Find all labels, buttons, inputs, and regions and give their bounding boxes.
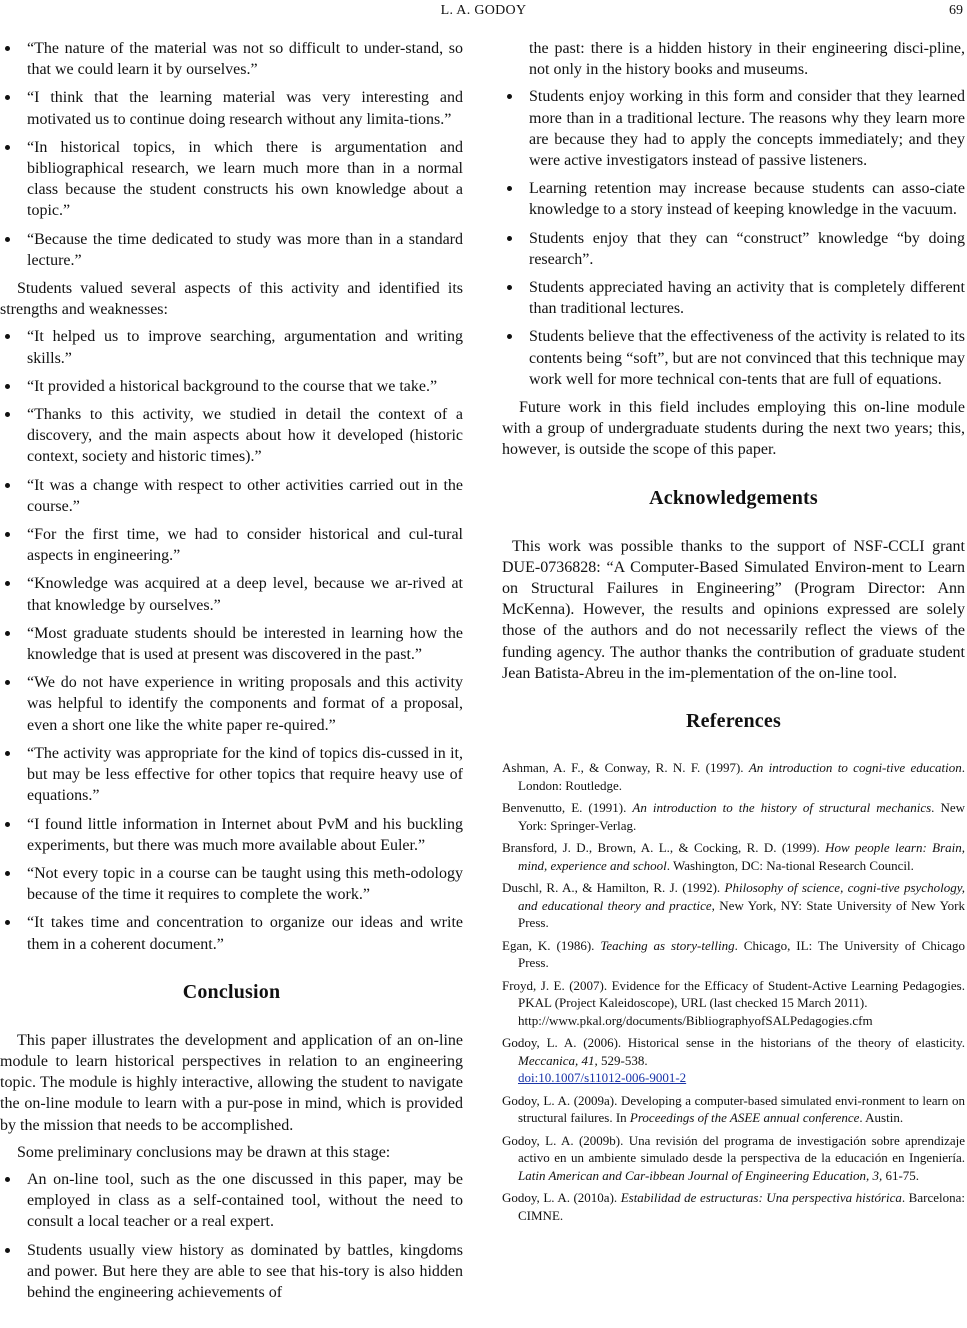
quote-item: “It takes time and concentration to organize our ideas and write them in a coherent document.” — [0, 912, 463, 954]
conclusion-intro-paragraph: Some preliminary conclusions may be drawn at this stage: — [17, 1143, 391, 1161]
acknowledgements-paragraph: This work was possible thanks to the support of NSF-CCLI grant DUE-0736828: “A Computer-Based Simulated Environ-ment to Learn on Structural Failures in Engineering” (Program Director: Ann McKenna). However, the results and opinions expressed are solely those of the authors and do not necessarily reflect the views of the funding agency. The author thanks the contribution of graduate student Jean Batista-Abreu in the im-plementation of the on-line tool. — [502, 537, 965, 682]
right-column — [502, 38, 965, 1229]
conclusion-heading: Conclusion — [182, 980, 281, 1003]
quote-item: “For the first time, we had to consider historical and cul-tural aspects in engineering.” — [0, 524, 463, 566]
conclusion-bullets — [0, 1169, 463, 1303]
quote-item: “I found little information in Internet about PvM and his buckling experiments, but there was much more available about Euler.” — [0, 814, 463, 856]
strengths-intro-paragraph: Students valued several aspects of this activity and identified its strengths and weaknesses: — [0, 280, 463, 319]
reference-item: Duschl, R. A., & Hamilton, R. J. (1992). Philosophy of science, cogni-tive psychology, and educational theory and practice, New York, NY: State University of New York Press. — [502, 880, 965, 931]
doi-link[interactable]: doi:10.1007/s11012-006-9001-2 — [518, 1070, 687, 1086]
quote-item: “It helped us to improve searching, argumentation and writing skills.” — [0, 326, 463, 368]
reference-item: Godoy, L. A. (2006). Historical sense in the historians of the theory of elasticity. Meccanica, 41, 529-538. doi:10.1007/s11012-006-9001-2 — [502, 1035, 965, 1086]
conclusion-paragraph: This paper illustrates the development and application of an on-line module to learn historical perspectives in relation to an engineering topic. The module is highly interactive, allowing the student to navigate the on-line module to learn with a pur-pose in mind, which is provided by the mission that needs to be accomplished. — [0, 1031, 463, 1134]
conclusion-item: Students appreciated having an activity that is completely different than traditional lectures. — [502, 277, 965, 319]
quote-item: “It provided a historical background to the course that we take.” — [0, 376, 463, 397]
quote-item: “We do not have experience in writing proposals and this activity was helpful to identify the components and format of a proposal, even a short one like the white paper re-quired.” — [0, 672, 463, 736]
conclusion-item: Students enjoy working in this form and consider that they learned more than in a traditional lecture. The reasons why they learn more are because they had to apply the concepts immediately; and they were active investigators instead of passive listeners. — [502, 86, 965, 171]
references-heading: References — [686, 710, 781, 733]
quote-item: “I think that the learning material was very interesting and motivated us to continue doing research without any limita-tions.” — [0, 87, 463, 129]
page-number: 69 — [949, 3, 963, 18]
conclusion-item: Students enjoy that they can “construct” knowledge “by doing research”. — [502, 228, 965, 270]
conclusion-item: Learning retention may increase because students can asso-ciate knowledge to a story instead of keeping knowledge in the vacuum. — [502, 178, 965, 220]
future-work-paragraph: Future work in this field includes employing this on-line module with a group of undergraduate students during the next two years; this, however, is outside the scope of this paper. — [502, 399, 965, 459]
reference-url: http://www.pkal.org/documents/BibliographyofSALPedagogies.cfm — [518, 1012, 873, 1028]
page-header — [0, 0, 967, 24]
student-quotes-list-b — [0, 326, 463, 954]
conclusion-item: Students usually view history as dominated by battles, kingdoms and power. But here they are able to see that his-tory is also hidden behind the engineering achievements of — [0, 1240, 463, 1304]
quote-item: “Knowledge was acquired at a deep level, because we ar-rived at that knowledge by ourselves.” — [0, 573, 463, 615]
reference-item: Godoy, L. A. (2010a). Estabilidad de estructuras: Una perspectiva histórica. Barcelona: CIMNE. — [502, 1190, 965, 1223]
quote-item: “Not every topic in a course can be taught using this meth-odology because of the time it requires to complete the work.” — [0, 863, 463, 905]
quote-item: “Thanks to this activity, we studied in detail the context of a discovery, and the main aspects about how it developed (historic context, society and historic times).” — [0, 404, 463, 468]
reference-item: Ashman, A. F., & Conway, R. N. F. (1997). An introduction to cogni-tive education. London: Routledge. — [502, 760, 965, 793]
conclusion-bullets-continued — [502, 86, 965, 390]
conclusion-item: An on-line tool, such as the one discussed in this paper, may be employed in class as a self-contained tool, without the need to consult a local teacher or a real expert. — [0, 1169, 463, 1233]
left-column — [0, 38, 463, 1310]
quote-item: “It was a change with respect to other activities carried out in the course.” — [0, 475, 463, 517]
student-quotes-list-a — [0, 38, 463, 271]
running-head-author: L. A. GODOY — [440, 3, 527, 18]
reference-item: Froyd, J. E. (2007). Evidence for the Efficacy of Student-Active Learning Pedagogies. PKAL (Project Kaleidoscope), URL (last checked 15 March 2011). http://www.pkal.org/documents/BibliographyofSALPedagogies.cfm — [502, 977, 965, 1028]
quote-item: “Because the time dedicated to study was more than in a standard lecture.” — [0, 229, 463, 271]
quote-item: “The activity was appropriate for the kind of topics dis-cussed in it, but may be less effective for other topics that require heavy use of equations.” — [0, 743, 463, 807]
conclusion-item: Students believe that the effectiveness of the activity is related to its contents being “soft”, but are not convinced that this technique may work well for more technical con-tents that are full of equations. — [502, 326, 965, 390]
reference-item: Egan, K. (1986). Teaching as story-telling. Chicago, IL: The University of Chicago Press. — [502, 937, 966, 971]
reference-item: Godoy, L. A. (2009a). Developing a computer-based simulated envi-ronment to learn on structural failures. In Proceedings of the ASEE annual conference. Austin. — [502, 1092, 965, 1126]
continued-text: the past: there is a hidden history in their engineering disci-pline, not only in the history books and museums. — [529, 40, 965, 79]
reference-item: Benvenutto, E. (1991). An introduction to the history of structural mechanics. New York: Springer-Verlag. — [502, 800, 965, 833]
reference-item: Bransford, J. D., Brown, A. L., & Cocking, R. D. (1999). How people learn: Brain, mind, experience and school. Washington, DC: Na-tional Research Council. — [502, 840, 966, 873]
quote-item: “Most graduate students should be interested in learning how the knowledge that is used at present was discovered in the past.” — [0, 623, 463, 665]
references-list — [502, 759, 965, 1224]
acknowledgements-heading: Acknowledgements — [649, 486, 818, 509]
quote-item: “In historical topics, in which there is argumentation and bibliographical research, we learn much more than in a normal class because the student constructs his own knowledge about a topic.” — [0, 137, 463, 222]
quote-item: “The nature of the material was not so difficult to under-stand, so that we could learn it by ourselves.” — [0, 38, 463, 80]
reference-item: Godoy, L. A. (2009b). Una revisión del programa de investigación sobre aprendizaje activo en un ambiente simulado desde la perspectiva de la educación en Ingeniería. Latin American and Car-ibbean Journal of Engineering Education, 3, 61-75. — [502, 1132, 965, 1183]
